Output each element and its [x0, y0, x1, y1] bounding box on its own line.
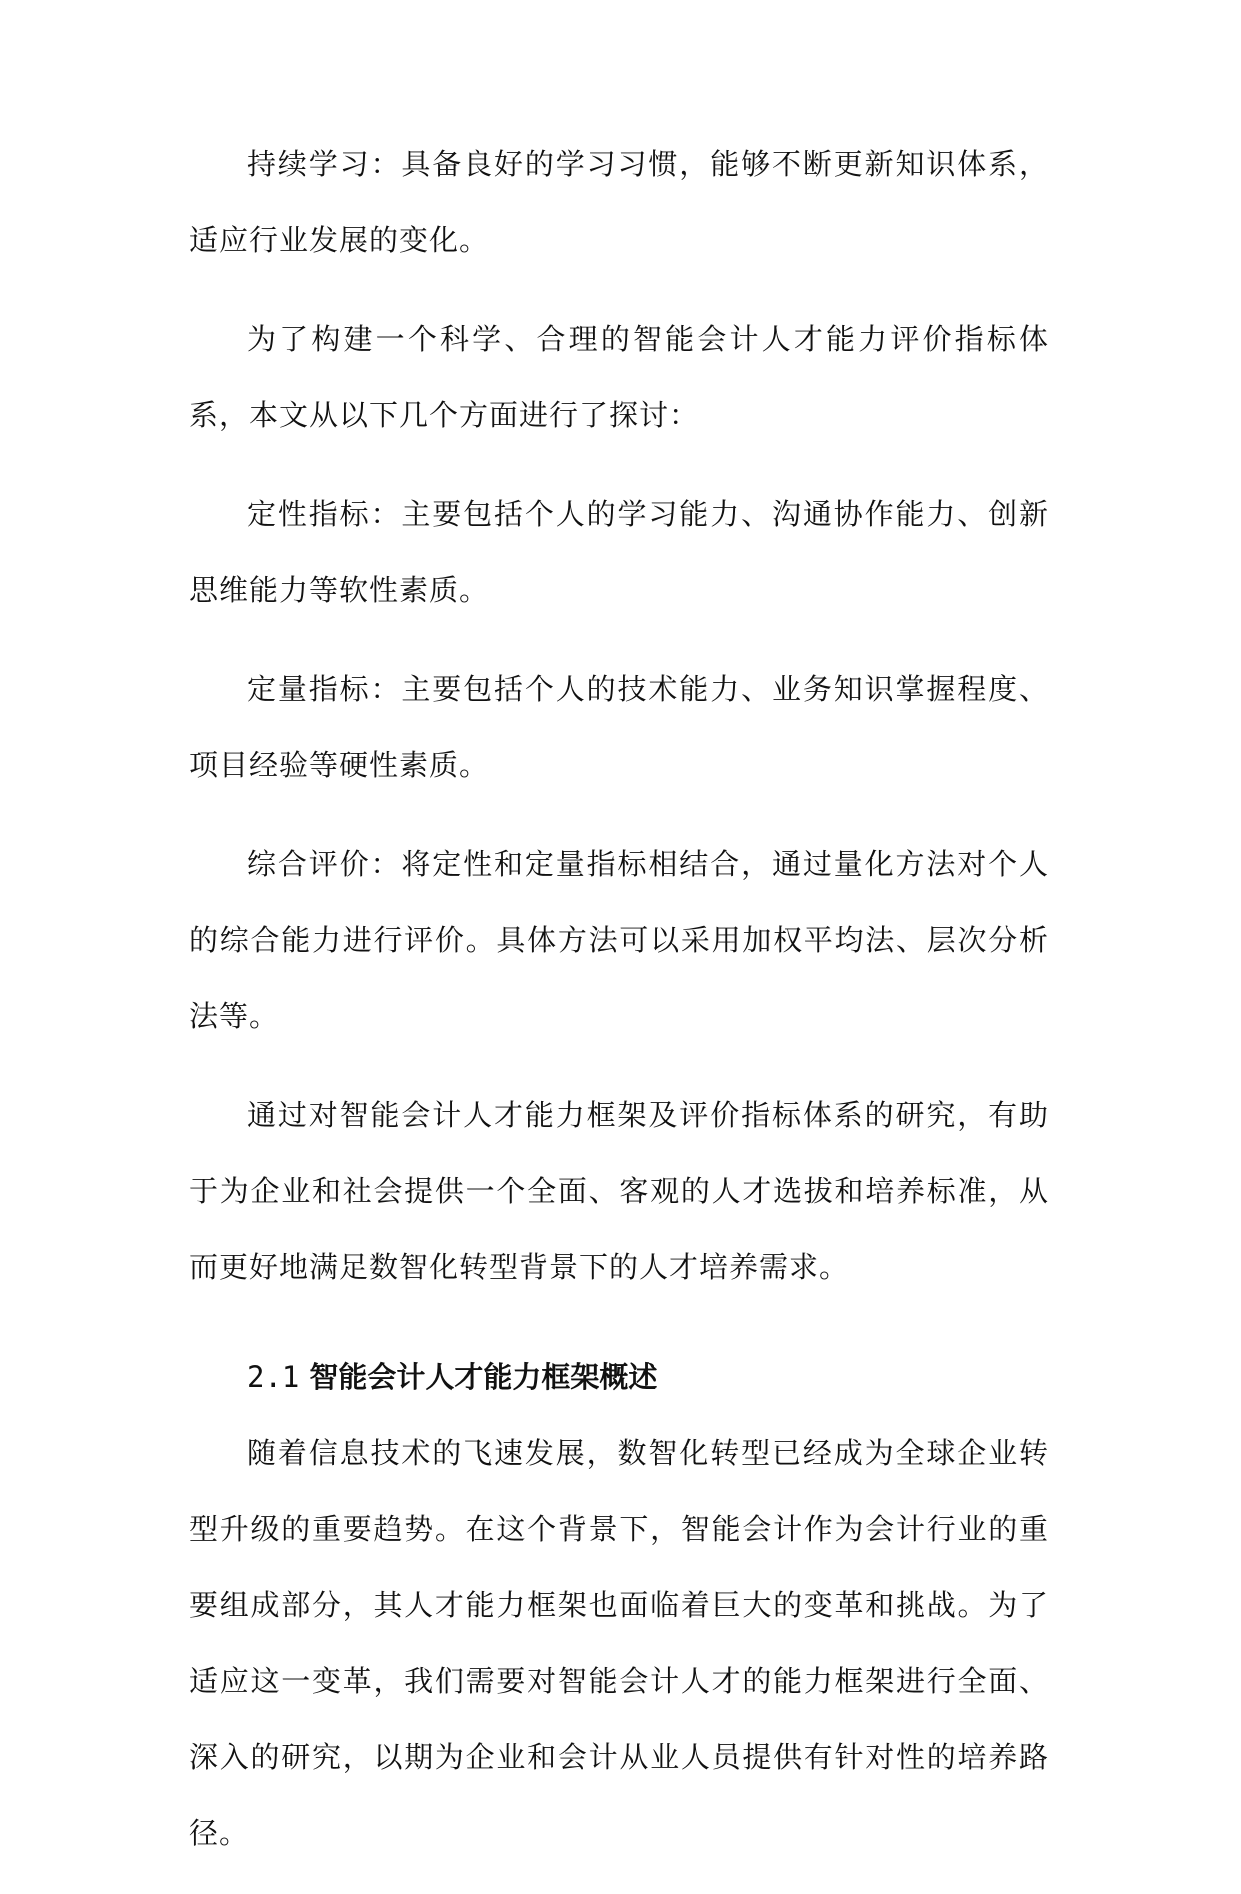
paragraph-evaluation-intro: 为了构建一个科学、合理的智能会计人才能力评价指标体系，本文从以下几个方面进行了探讨： [189, 322, 1049, 432]
paragraph-qualitative-indicators: 定性指标：主要包括个人的学习能力、沟通协作能力、创新思维能力等软性素质。 [189, 497, 1049, 607]
section-title: 智能会计人才能力框架概述 [309, 1360, 658, 1394]
paragraph-continuous-learning: 持续学习：具备良好的学习习惯，能够不断更新知识体系，适应行业发展的变化。 [189, 147, 1049, 257]
section-number: 2.1 [247, 1360, 300, 1394]
paragraph-framework-overview: 随着信息技术的飞速发展，数智化转型已经成为全球企业转型升级的重要趋势。在这个背景下，智能会计作为会计行业的重要组成部分，其人才能力框架也面临着巨大的变革和挑战。为了适应这一变革，我们需要对智能会计人才的能力框架进行全面、深入的研究，以期为企业和会计从业人员提供有针对性的培养路径。 [189, 1436, 1049, 1850]
section-heading [189, 1339, 1049, 1415]
paragraph-comprehensive-evaluation: 综合评价：将定性和定量指标相结合，通过量化方法对个人的综合能力进行评价。具体方法可以采用加权平均法、层次分析法等。 [189, 847, 1049, 1033]
paragraph-research-conclusion: 通过对智能会计人才能力框架及评价指标体系的研究，有助于为企业和社会提供一个全面、客观的人才选拔和培养标准，从而更好地满足数智化转型背景下的人才培养需求。 [189, 1098, 1049, 1284]
paragraph-quantitative-indicators: 定量指标：主要包括个人的技术能力、业务知识掌握程度、项目经验等硬性素质。 [189, 672, 1049, 782]
document-page [189, 126, 1049, 1894]
